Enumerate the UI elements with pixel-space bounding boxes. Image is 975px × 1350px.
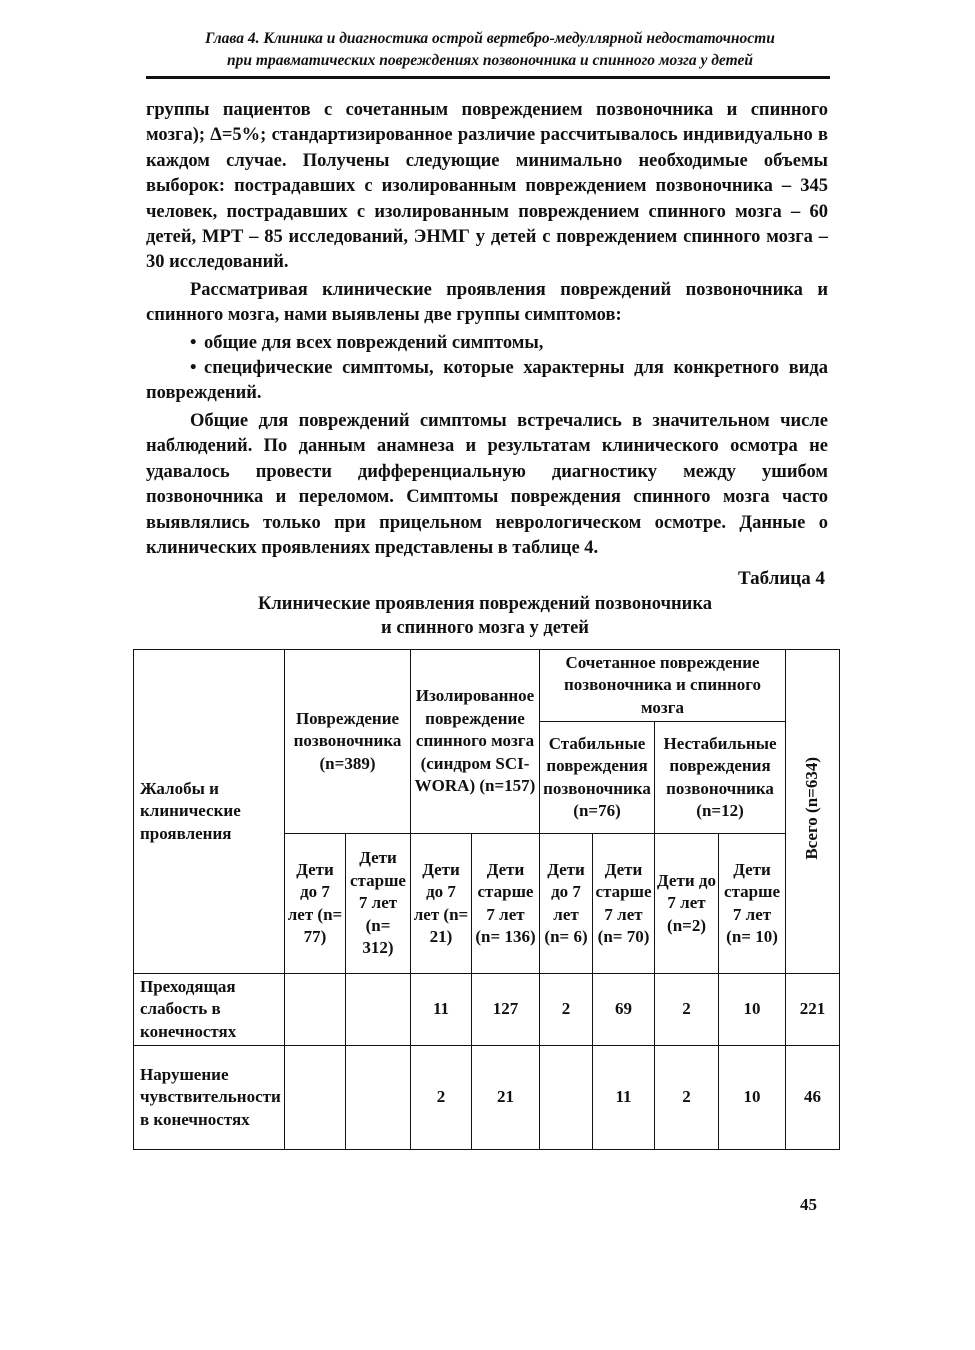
header-line-2: при травматических повреждениях позвоночника и спинного мозга у детей (227, 52, 753, 69)
bullet-icon: • (190, 332, 197, 353)
table-cell: 221 (786, 974, 840, 1046)
header-rule (146, 76, 830, 79)
subheader-cell: Дети старше 7 лет (n= 10) (719, 834, 786, 974)
header-line-1: Глава 4. Клиника и диагностика острой вертебро-медуллярной недостаточности (205, 30, 775, 47)
table-cell: 10 (719, 974, 786, 1046)
row-label: Нарушение чувствительности в конечностях (134, 1046, 285, 1150)
table-row (134, 974, 840, 1046)
subheader-cell: Дети до 7 лет (n= 21) (411, 834, 472, 974)
header-unstable: Нестабильные повреждения позвоночника (n=12) (655, 722, 786, 834)
page-number: 45 (800, 1195, 817, 1214)
bullet-icon: • (190, 358, 197, 379)
subheader-cell: Дети старше 7 лет (n= 70) (593, 834, 655, 974)
table-cell: 11 (593, 1046, 655, 1150)
table-cell (540, 1046, 593, 1150)
table-cell (285, 974, 346, 1046)
table-row (134, 1046, 840, 1150)
symptom-list (146, 331, 828, 407)
header-combined: Сочетанное повреждение позвоночника и спинного мозга (540, 650, 786, 722)
header-complaints: Жалобы и клинические проявления (134, 650, 285, 974)
subheader-cell: Дети старше 7 лет (n= 136) (472, 834, 540, 974)
running-header (150, 28, 830, 72)
header-total: Всего (n=634) (786, 650, 840, 974)
table-cell: 21 (472, 1046, 540, 1150)
table-cell (285, 1046, 346, 1150)
row-label: Преходящая слабость в конечностях (134, 974, 285, 1046)
subheader-cell: Дети до 7 лет (n= 77) (285, 834, 346, 974)
table-number: Таблица 4 (737, 568, 825, 589)
paragraph-3: Общие для повреждений симптомы встречались в значительном числе наблюдений. По данным анамнеза и результатам клинического осмотра не удавалось провести дифференциальную диагностику между ушибом позвоночника и переломом. Симптомы повреждения спинного мозга часто выявлялись только при прицельном неврологическом осмотре. Данные о клинических проявлениях представлены в таблице 4. (146, 410, 828, 558)
list-item: • общие для всех повреждений симптомы, (146, 331, 828, 356)
subheader-cell: Дети до 7 лет (n=2) (655, 834, 719, 974)
table-cell: 127 (472, 974, 540, 1046)
table-cell: 11 (411, 974, 472, 1046)
header-spine: Повреждение позвоночника (n=389) (285, 650, 411, 834)
header-cord: Изолированное повреждение спинного мозга (синдром SCI-WORA) (n=157) (411, 650, 540, 834)
subheader-cell: Дети старше 7 лет (n= 312) (346, 834, 411, 974)
table-cell: 2 (655, 974, 719, 1046)
table-cell: 2 (411, 1046, 472, 1150)
table-cell (346, 974, 411, 1046)
body-text (146, 98, 828, 561)
table-caption: Клинические проявления повреждений позвоночника и спинного мозга у детей (258, 594, 712, 638)
clinical-table (133, 649, 840, 1150)
table-cell (346, 1046, 411, 1150)
table-cell: 2 (655, 1046, 719, 1150)
paragraph-1: группы пациентов с сочетанным повреждением позвоночника и спинного мозга); Δ=5%; стандартизированное различие рассчитывалось индивидуально в каждом случае. Получены следующие минимально необходимые объемы выборок: пострадавших с изолированным повреждением позвоночника – 345 человек, пострадавших с изолированным повреждением спинного мозга – 60 детей, МРТ – 85 исследований, ЭНМГ у детей с повреждением спинного мозга – 30 исследований. (146, 100, 828, 273)
table-cell: 2 (540, 974, 593, 1046)
table-cell: 69 (593, 974, 655, 1046)
list-item: • специфические симптомы, которые характерны для конкретного вида повреждений. (146, 358, 828, 404)
paragraph-2: Рассматривая клинические проявления повреждений позвоночника и спинного мозга, нами выявлены две группы симптомов: (146, 279, 828, 326)
table-cell: 46 (786, 1046, 840, 1150)
header-stable: Стабильные повреждения позвоночника (n=76) (540, 722, 655, 834)
table-cell: 10 (719, 1046, 786, 1150)
subheader-cell: Дети до 7 лет (n= 6) (540, 834, 593, 974)
